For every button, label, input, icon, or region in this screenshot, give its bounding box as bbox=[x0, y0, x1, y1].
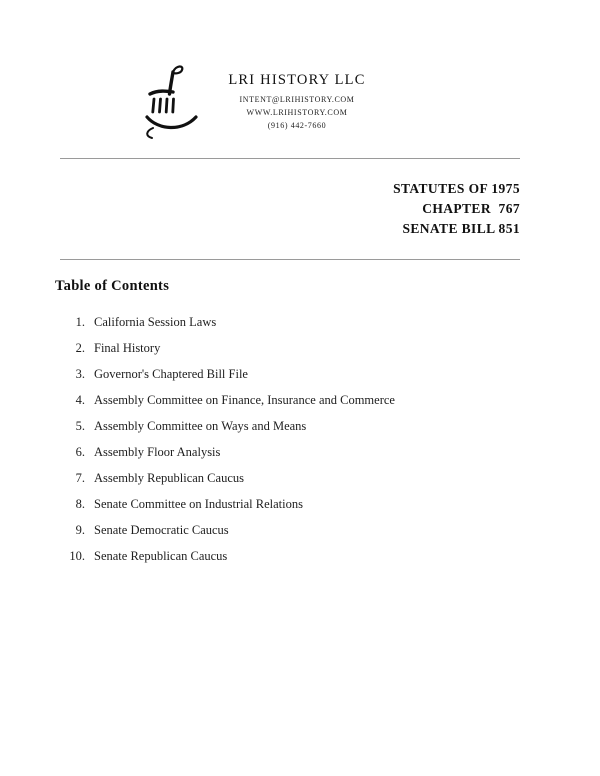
toc-item-number: 4. bbox=[75, 392, 85, 407]
divider-bottom bbox=[60, 259, 520, 260]
company-email: INTENT@LRIHISTORY.COM bbox=[239, 95, 355, 104]
statutes-line: STATUTES OF 1975 bbox=[393, 181, 520, 196]
toc-item-number: 7. bbox=[75, 470, 85, 485]
toc-item-label: Governor's Chaptered Bill File bbox=[94, 366, 248, 381]
toc-item-number: 1. bbox=[75, 314, 85, 329]
letterhead-text bbox=[213, 72, 381, 132]
toc-item bbox=[52, 439, 600, 465]
toc-item-number: 10. bbox=[69, 548, 85, 563]
toc-item bbox=[52, 543, 600, 569]
chapter-line: CHAPTER 767 bbox=[422, 201, 520, 216]
toc-item-number: 2. bbox=[75, 340, 85, 355]
toc-item-label: California Session Laws bbox=[94, 314, 217, 329]
toc-item-label: Final History bbox=[94, 340, 161, 355]
toc-item-label: Assembly Committee on Finance, Insurance and Commerce bbox=[94, 392, 395, 407]
company-phone: (916) 442-7660 bbox=[267, 121, 327, 130]
toc-item-number: 8. bbox=[75, 496, 85, 511]
lri-calligraphy-logo-icon bbox=[140, 62, 204, 147]
toc-item-label: Assembly Committee on Ways and Means bbox=[94, 418, 307, 433]
divider-top bbox=[60, 158, 520, 159]
toc-item-label: Senate Democratic Caucus bbox=[94, 522, 229, 537]
toc-title: Table of Contents bbox=[55, 278, 170, 294]
toc-item bbox=[52, 517, 600, 543]
toc-item-label: Senate Republican Caucus bbox=[94, 548, 228, 563]
toc-item bbox=[52, 387, 600, 413]
toc-item-number: 6. bbox=[75, 444, 85, 459]
toc-item bbox=[52, 465, 600, 491]
toc-item-label: Senate Committee on Industrial Relations bbox=[94, 496, 303, 511]
toc-item-number: 5. bbox=[75, 418, 85, 433]
toc-item bbox=[52, 413, 600, 439]
document-identification bbox=[0, 179, 600, 239]
toc-item-number: 9. bbox=[75, 522, 85, 537]
senate-bill-line: SENATE BILL 851 bbox=[402, 221, 520, 236]
toc-list bbox=[52, 309, 600, 569]
toc-item-label: Assembly Republican Caucus bbox=[94, 470, 244, 485]
letterhead bbox=[0, 0, 600, 158]
toc-item bbox=[52, 491, 600, 517]
toc-item bbox=[52, 309, 600, 335]
company-website: WWW.LRIHISTORY.COM bbox=[246, 108, 348, 117]
company-name: LRI HISTORY LLC bbox=[228, 72, 366, 88]
toc-item bbox=[52, 361, 600, 387]
toc-item-number: 3. bbox=[75, 366, 85, 381]
toc-item-label: Assembly Floor Analysis bbox=[94, 444, 221, 459]
toc-item bbox=[52, 335, 600, 361]
